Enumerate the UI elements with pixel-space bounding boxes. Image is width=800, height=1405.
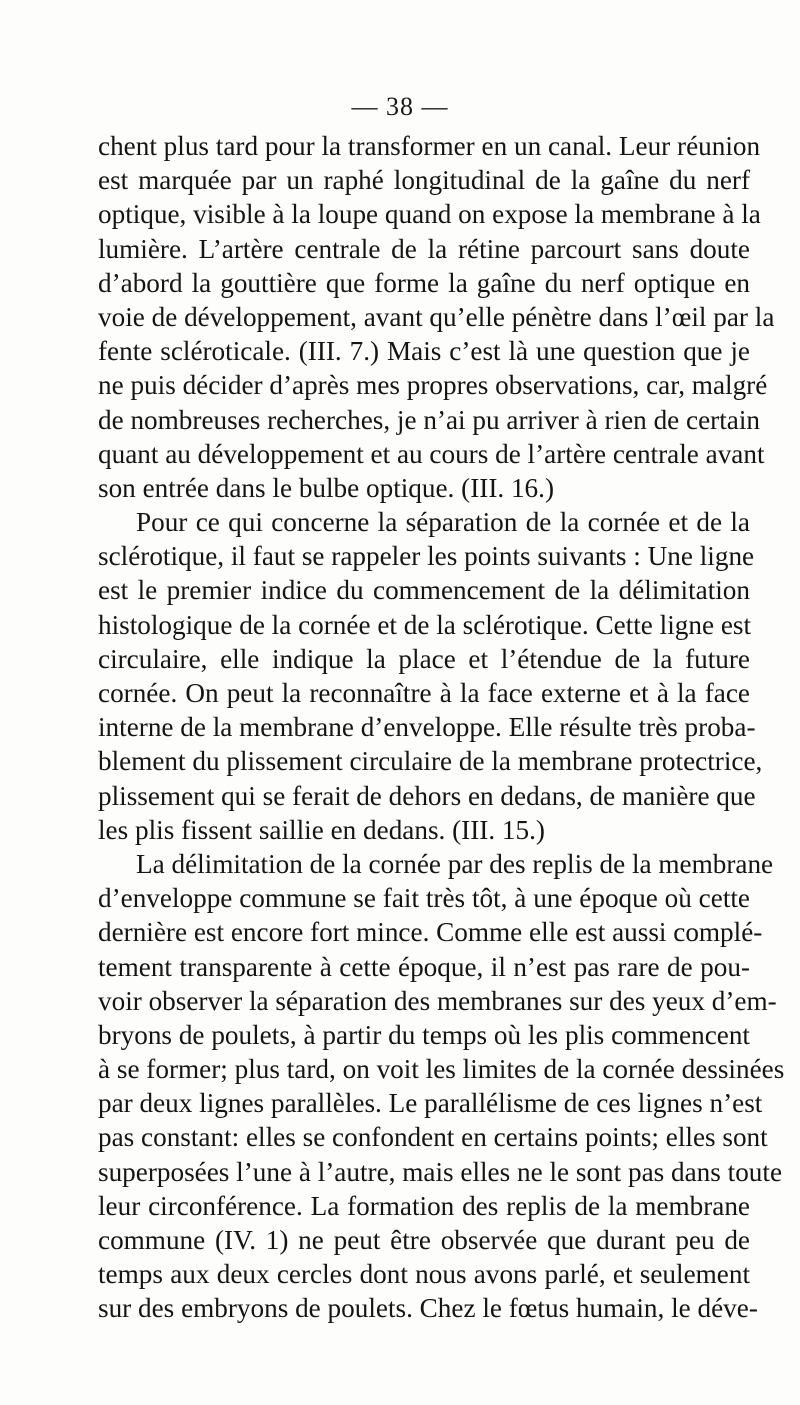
text-line: quant au développement et au cours de l’artère centrale avant [98, 438, 765, 469]
text-line: voie de développement, avant qu’elle pénètre dans l’œil par la [98, 301, 775, 332]
text-line: commune (IV. 1) ne peut être observée que durant peu de [98, 1225, 750, 1255]
text-line: La délimitation de la cornée par des replis de la membrane [136, 848, 774, 879]
text-line: son entrée dans le bulbe optique. (III. 16.) [98, 472, 555, 503]
text-line: cornée. On peut la reconnaître à la face externe et à la face [98, 678, 750, 708]
text-line: tement transparente à cette époque, il n’est pas rare de pou- [98, 951, 750, 982]
text-line: pas constant: elles se confondent en certains points; elles sont [98, 1122, 768, 1153]
text-line: est marquée par un raphé longitudinal de la gaîne du nerf [98, 165, 750, 196]
text-line: d’abord la gouttière que forme la gaîne du nerf optique en [98, 267, 750, 298]
text-line: blement du plissement circulaire de la membrane protectrice, [98, 746, 763, 777]
text-line: Pour ce qui concerne la séparation de la cornée et de la [136, 507, 750, 538]
text-line: bryons de poulets, à partir du temps où les plis commencent [98, 1019, 750, 1050]
text-line: de nombreuses recherches, je n’ai pu arriver à rien de certain [98, 404, 760, 435]
text-line: dernière est encore fort mince. Comme elle est aussi complé- [98, 917, 763, 948]
text-line: histologique de la cornée et de la sclérotique. Cette ligne est [98, 609, 752, 640]
text-line: à se former; plus tard, on voit les limites de la cornée dessinées [98, 1054, 785, 1085]
text-line: superposées l’une à l’autre, mais elles ne le sont pas dans toute [98, 1156, 783, 1187]
text-line: plissement qui se ferait de dehors en dedans, de manière que [98, 780, 756, 811]
text-line: les plis fissent saillie en dedans. (III. 15.) [98, 814, 545, 845]
text-line: sclérotique, il faut se rappeler les points suivants : Une ligne [98, 541, 755, 572]
text-line: temps aux deux cercles dont nous avons parlé, et seulement [98, 1259, 750, 1290]
text-line: circulaire, elle indique la place et l’étendue de la future [98, 643, 750, 674]
text-line: chent plus tard pour la transformer en un canal. Leur réunion [98, 131, 761, 161]
text-line: leur circonférence. La formation des replis de la membrane [98, 1190, 750, 1221]
text-line: sur des embryons de poulets. Chez le fœtus humain, le déve- [98, 1293, 758, 1324]
text-line: lumière. L’artère centrale de la rétine parcourt sans doute [98, 233, 750, 264]
text-line: fente scléroticale. (III. 7.) Mais c’est là une question que je [98, 336, 750, 367]
page-number: — 38 — [351, 92, 449, 121]
text-line: voir observer la séparation des membranes sur des yeux d’em- [98, 985, 777, 1016]
text-line: interne de la membrane d’enveloppe. Elle résulte très proba- [98, 712, 756, 743]
page-text-body [98, 129, 785, 1326]
text-line: est le premier indice du commencement de la délimitation [98, 575, 750, 606]
text-line: par deux lignes parallèles. Le parallélisme de ces lignes n’est [98, 1088, 763, 1119]
text-line: ne puis décider d’après mes propres observations, car, malgré [98, 370, 768, 401]
text-line: optique, visible à la loupe quand on expose la membrane à la [98, 199, 761, 230]
text-line: d’enveloppe commune se fait très tôt, à une époque où cette [98, 883, 750, 914]
